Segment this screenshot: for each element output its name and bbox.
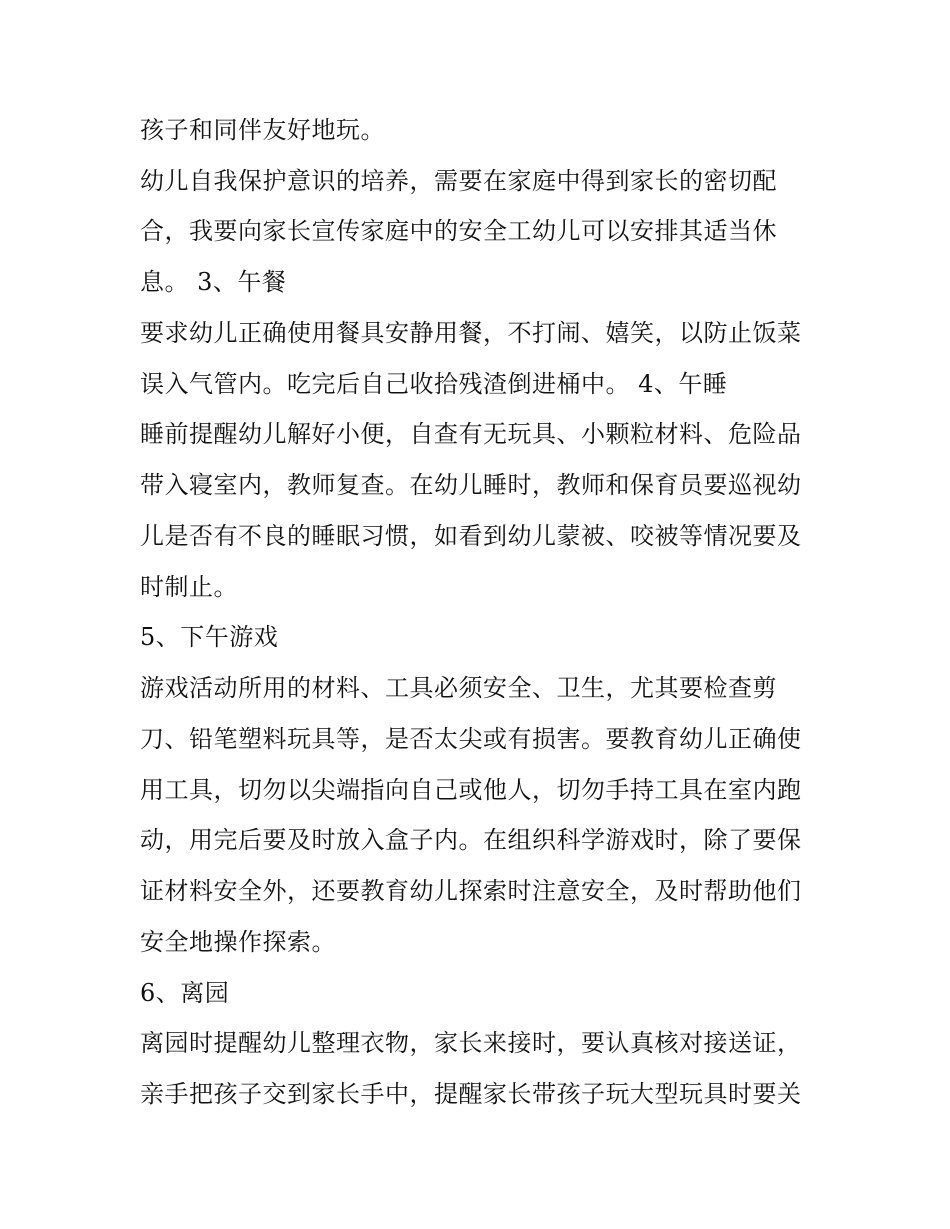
text-line-4: 息。 3、午餐 — [140, 268, 287, 296]
text-line-19: 离园时提醒幼儿整理衣物，家长来接时，要认真核对接送证， — [140, 1029, 802, 1057]
text-line-13: 刀、铅笔塑料玩具等，是否太尖或有损害。要教育幼儿正确使 — [140, 725, 802, 753]
text-line-1: 孩子和同伴友好地玩。 — [140, 116, 385, 144]
text-line-6: 误入气管内。吃完后自己收拾残渣倒进桶中。 4、午睡 — [140, 370, 728, 398]
text-line-10: 时制止。 — [140, 573, 238, 601]
text-line-9: 儿是否有不良的睡眠习惯，如看到幼儿蒙被、咬被等情况要及 — [140, 522, 802, 550]
text-line-16: 证材料安全外，还要教育幼儿探索时注意安全，及时帮助他们 — [140, 877, 802, 905]
text-line-7: 睡前提醒幼儿解好小便，自查有无玩具、小颗粒材料、危险品 — [140, 420, 802, 448]
text-line-20: 亲手把孩子交到家长手中，提醒家长带孩子玩大型玩具时要关 — [140, 1080, 802, 1108]
text-line-8: 带入寝室内，教师复查。在幼儿睡时，教师和保育员要巡视幼 — [140, 471, 802, 499]
text-line-14: 用工具，切勿以尖端指向自己或他人，切勿手持工具在室内跑 — [140, 776, 802, 804]
section-heading-departure: 6、离园 — [140, 979, 230, 1007]
text-line-12: 游戏活动所用的材料、工具必须安全、卫生，尤其要检查剪 — [140, 674, 777, 702]
text-line-3: 合，我要向家长宣传家庭中的安全工幼儿可以安排其适当休 — [140, 217, 777, 245]
section-heading-afternoon-games: 5、下午游戏 — [140, 623, 279, 651]
text-line-15: 动，用完后要及时放入盒子内。在组织科学游戏时，除了要保 — [140, 826, 802, 854]
text-line-5: 要求幼儿正确使用餐具安静用餐，不打闹、嬉笑，以防止饭菜 — [140, 319, 802, 347]
text-line-17: 安全地操作探索。 — [140, 928, 336, 956]
text-line-2: 幼儿自我保护意识的培养，需要在家庭中得到家长的密切配 — [140, 167, 777, 195]
